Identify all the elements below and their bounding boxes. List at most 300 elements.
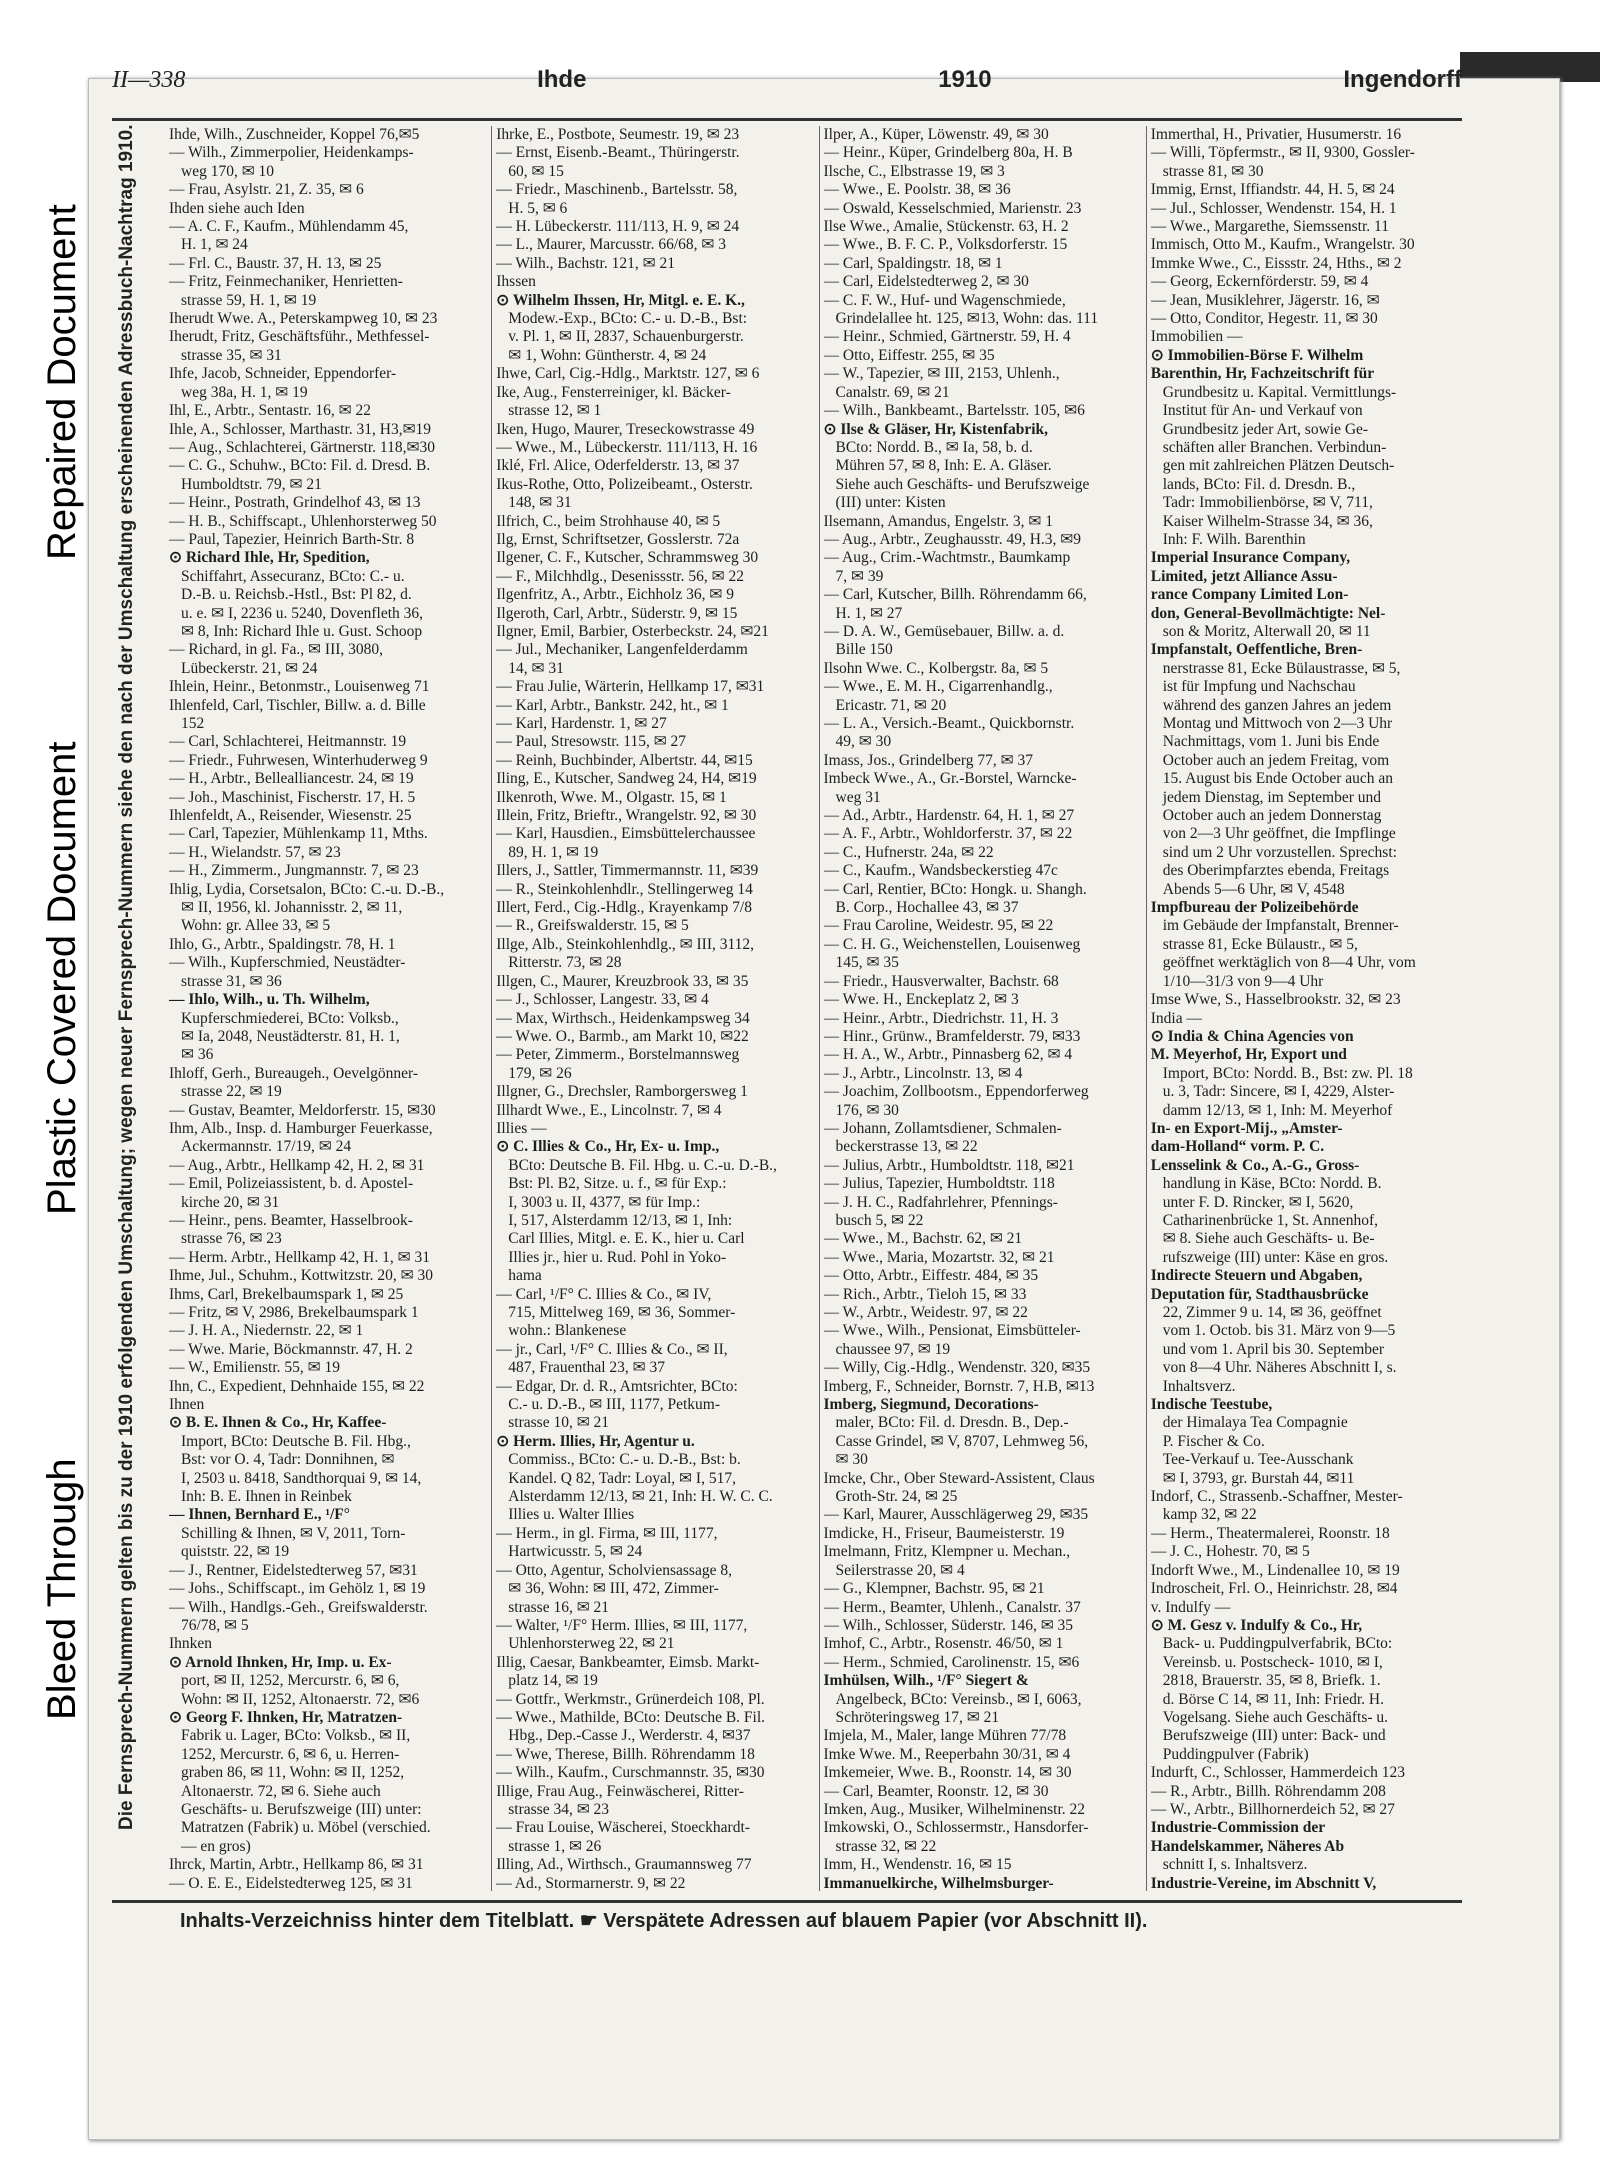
directory-line: Lensselink & Co., A.-G., Gross- (1150, 1156, 1360, 1174)
directory-line: Angelbeck, BCto: Vereinsb., ✉ I, 6063, (835, 1690, 1082, 1708)
directory-line: 715, Mittelweg 169, ✉ 36, Sommer- (508, 1304, 736, 1321)
directory-line: — Wilh., Bachstr. 121, ✉ 21 (496, 254, 675, 272)
directory-line: Wohn: gr. Allee 33, ✉ 5 (181, 917, 331, 935)
directory-line: Altonaerstr. 72, ✉ 6. Siehe auch (181, 1782, 381, 1800)
directory-line: strasse 35, ✉ 31 (181, 346, 282, 364)
directory-line: — Otto, Eiffestr. 255, ✉ 35 (823, 346, 995, 364)
directory-line: — Aug., Arbtr., Hellkamp 42, H. 2, ✉ 31 (169, 1156, 425, 1174)
directory-line: ⊙ Georg F. Ihnken, Hr, Matratzen- (169, 1708, 403, 1726)
directory-line: — Aug., Crim.-Wachtmstr., Baumkamp (823, 549, 1071, 567)
directory-line: — C. F. W., Huf- und Wagenschmiede, (823, 291, 1066, 309)
directory-line: — Herm. Arbtr., Hellkamp 42, H. 1, ✉ 31 (169, 1248, 430, 1266)
directory-line: — Fritz, Feinmechaniker, Henrietten- (169, 273, 403, 291)
directory-line: Humboldtstr. 79, ✉ 21 (181, 475, 322, 493)
directory-line: strasse 76, ✉ 23 (181, 1230, 282, 1248)
directory-line: Illgen, C., Maurer, Kreuzbrook 33, ✉ 35 (496, 972, 749, 990)
directory-line: — Aug., Schlachterei, Gärtnerstr. 118,✉30 (169, 438, 435, 456)
directory-line: — Friedr., Hausverwalter, Bachstr. 68 (823, 972, 1059, 990)
directory-line: strasse 16, ✉ 21 (508, 1598, 610, 1616)
directory-line: ✉ 8, Inh: Richard Ihle u. Gust. Schoop (181, 622, 423, 640)
column-1 (165, 126, 483, 1891)
directory-line: Illers, J., Sattler, Timmermannstr. 11, ✉39 (496, 862, 759, 880)
directory-line: weg 31 (835, 788, 881, 806)
directory-line: strasse 12, ✉ 1 (508, 402, 602, 420)
directory-line: — Joachim, Zollbootsm., Eppendorferweg (823, 1083, 1089, 1101)
directory-line: — Georg, Eckernförderstr. 59, ✉ 4 (1150, 273, 1369, 291)
directory-line: u. e. ✉ I, 2236 u. 5240, Dovenfleth 36, (181, 604, 424, 622)
directory-line: — H., Wielandstr. 57, ✉ 23 (169, 843, 341, 861)
directory-line: weg 170, ✉ 10 (181, 162, 275, 180)
directory-line: Illhardt Wwe., E., Lincolnstr. 7, ✉ 4 (496, 1101, 722, 1119)
directory-line: — Wwe., Margarethe, Siemssenstr. 11 (1150, 218, 1389, 236)
directory-line: Ihm, Alb., Insp. d. Hamburger Feuerkasse, (169, 1119, 433, 1137)
directory-line: ✉ 30 (835, 1451, 868, 1469)
directory-line: Imkowski, O., Schlossermstr., Hansdorfer- (823, 1819, 1089, 1837)
directory-line: Abends 5—6 Uhr, ✉ V, 4548 (1162, 880, 1345, 898)
directory-line: weg 38a, H. 1, ✉ 19 (181, 383, 308, 401)
directory-line: — Wwe., Wilh., Pensionat, Eimsbütteler- (823, 1322, 1081, 1340)
directory-line: Bst: vor O. 4, Tadr: Donnihnen, ✉ (181, 1451, 395, 1469)
directory-line: — Fritz, ✉ V, 2986, Brekelbaumspark 1 (169, 1304, 419, 1321)
directory-line: — Carl, Beamter, Roonstr. 12, ✉ 30 (823, 1782, 1049, 1800)
directory-line: — Julius, Arbtr., Humboldtstr. 118, ✉21 (823, 1156, 1075, 1174)
directory-line: damm 12/13, ✉ 1, Inh: M. Meyerhof (1162, 1101, 1393, 1119)
directory-line: und vom 1. April bis 30. September (1162, 1340, 1385, 1358)
directory-line: Imken, Aug., Musiker, Wilhelminenstr. 22 (823, 1800, 1086, 1818)
directory-line: — A. C. F., Kaufm., Mühlendamm 45, (169, 218, 409, 236)
directory-line: Modew.-Exp., BCto: C.- u. D.-B., Bst: (508, 310, 748, 328)
directory-line: 89, H. 1, ✉ 19 (508, 843, 599, 861)
label-bleed-through: Bleed Through (40, 1458, 84, 1720)
directory-line: Import, BCto: Deutsche B. Fil. Hbg., (181, 1432, 411, 1450)
directory-line: der Himalaya Tea Compagnie (1162, 1414, 1348, 1432)
directory-line: Immerthal, H., Privatier, Husumerstr. 16 (1150, 126, 1402, 143)
directory-line: Ihrck, Martin, Arbtr., Hellkamp 86, ✉ 31 (169, 1856, 424, 1874)
directory-line: Deputation für, Stadthausbrücke (1150, 1285, 1369, 1303)
directory-line: Ilgener, C. F., Kutscher, Schrammsweg 30 (496, 549, 759, 567)
directory-line: M. Meyerhof, Hr, Export und (1150, 1046, 1347, 1064)
directory-line: Ilse Wwe., Amalie, Stückenstr. 63, H. 2 (823, 218, 1069, 236)
directory-line: chaussee 97, ✉ 19 (835, 1340, 951, 1358)
directory-line: Ilgeroth, Carl, Arbtr., Süderstr. 9, ✉ 15 (496, 604, 738, 622)
directory-line: I, 3003 u. II, 4377, ✉ für Imp.: (508, 1193, 701, 1211)
directory-line: — Frau Caroline, Weidestr. 95, ✉ 22 (823, 917, 1054, 935)
directory-line: — Jul., Mechaniker, Langenfelderdamm (496, 641, 748, 659)
directory-line: ⊙ Wilhelm Ihssen, Hr, Mitgl. e. E. K., (496, 291, 745, 309)
page-number: II—338 (112, 67, 186, 93)
page-footer: Inhalts-Verzeichniss hinter dem Titelblatt. ☛ Verspätete Adressen auf blauem Papier (vor Abschnitt II). (180, 1910, 1148, 1932)
directory-line: — Friedr., Fuhrwesen, Winterhuderweg 9 (169, 751, 428, 769)
directory-line: — Johs., Schiffscapt., im Gehölz 1, ✉ 19 (169, 1580, 426, 1598)
directory-line: Immke Wwe., C., Eissstr. 24, Hths., ✉ 2 (1150, 254, 1402, 272)
directory-line: Lübeckerstr. 21, ✉ 24 (181, 659, 318, 677)
directory-line: — Wwe., E. Poolstr. 38, ✉ 36 (823, 181, 1011, 199)
header-first-entry: Ihde (537, 66, 587, 93)
directory-line: — Carl, Spaldingstr. 18, ✉ 1 (823, 254, 1003, 272)
directory-line: ✉ Ia, 2048, Neustädterstr. 81, H. 1, (181, 1027, 400, 1045)
directory-line: — W., Arbtr., Weidestr. 97, ✉ 22 (823, 1304, 1028, 1321)
directory-line: — W., Tapezier, ✉ III, 2153, Uhlenh., (823, 365, 1060, 383)
directory-line: Ilfrich, C., beim Strohhause 40, ✉ 5 (496, 512, 721, 530)
directory-line: Indorf, C., Strassenb.-Schaffner, Mester- (1150, 1488, 1403, 1506)
directory-line: Indirecte Steuern und Abgaben, (1150, 1267, 1363, 1285)
directory-line: — Rich., Arbtr., Tieloh 15, ✉ 33 (823, 1285, 1027, 1303)
directory-line: — Wwe., M., Lübeckerstr. 111/113, H. 16 (496, 438, 758, 456)
directory-line: — Herm., Schmied, Carolinenstr. 15, ✉6 (823, 1653, 1080, 1671)
directory-line: Grundbesitz u. Kapital. Vermittlungs- (1162, 383, 1397, 401)
directory-line: Imkemeier, Wwe. B., Roonstr. 14, ✉ 30 (823, 1764, 1072, 1782)
directory-line: strasse 10, ✉ 21 (508, 1414, 610, 1432)
directory-line: Iherudt Wwe. A., Peterskampweg 10, ✉ 23 (169, 310, 438, 328)
directory-line: Schröteringsweg 17, ✉ 21 (835, 1708, 1000, 1726)
directory-line: — Friedr., Maschinenb., Bartelsstr. 58, (496, 181, 738, 199)
directory-line: Ihfe, Jacob, Schneider, Eppendorfer- (169, 365, 397, 383)
directory-line: Illige, Frau Aug., Feinwäscherei, Ritter- (496, 1782, 744, 1800)
directory-line: Ilgenfritz, A., Arbtr., Eichholz 36, ✉ 9 (496, 586, 734, 604)
directory-line: Immisch, Otto M., Kaufm., Wrangelstr. 30 (1150, 236, 1415, 254)
directory-line: H. 1, ✉ 24 (181, 236, 248, 254)
directory-line: unter F. D. Rincker, ✉ I, 5620, (1162, 1193, 1354, 1211)
directory-line: October auch an jedem Freitag, vom (1162, 751, 1390, 769)
directory-line: — Johann, Zollamtsdiener, Schmalen- (823, 1119, 1062, 1137)
directory-line: jedem Dienstag, im September und (1162, 788, 1381, 806)
directory-line: — Ad., Stormarnerstr. 9, ✉ 22 (496, 1874, 686, 1891)
directory-line: Hartwicusstr. 5, ✉ 24 (508, 1543, 643, 1561)
directory-line: — Ihnen, Bernhard E., ¹/F° (169, 1506, 350, 1524)
directory-line: Industrie-Vereine, im Abschnitt V, (1150, 1874, 1377, 1891)
directory-line: v. Pl. 1, ✉ II, 2837, Schauenburgerstr. (508, 328, 744, 346)
directory-line: — C., Hufnerstr. 24a, ✉ 22 (823, 843, 994, 861)
directory-line: 15. August bis Ende October auch an (1162, 770, 1394, 788)
directory-line: Bille 150 (835, 641, 893, 659)
directory-line: — Carl, Kutscher, Billh. Röhrendamm 66, (823, 586, 1087, 604)
directory-line: Imhülsen, Wilh., ¹/F° Siegert & (823, 1672, 1029, 1690)
directory-line: geöffnet werktäglich von 8—4 Uhr, vom (1162, 954, 1416, 972)
directory-line: Imke Wwe. M., Reeperbahn 30/31, ✉ 4 (823, 1745, 1071, 1763)
directory-line: Carl Illies, Mitgl. e. E. K., hier u. Carl (508, 1230, 745, 1248)
directory-line: 49, ✉ 30 (835, 733, 892, 751)
directory-line: Indische Teestube, (1150, 1396, 1273, 1414)
directory-line: dam-Holland“ vorm. P. C. (1150, 1138, 1325, 1156)
directory-line: Imcke, Chr., Ober Steward-Assistent, Claus (823, 1469, 1095, 1487)
directory-line: — Willi, Töpfermstr., ✉ II, 9300, Gossler- (1150, 144, 1415, 162)
directory-line: u. 3, Tadr: Sincere, ✉ I, 4229, Alster- (1162, 1083, 1395, 1101)
directory-line: Imberg, Siegmund, Decorations- (823, 1396, 1039, 1414)
directory-line: Illge, Alb., Steinkohlenhdlg., ✉ III, 3112, (496, 935, 755, 953)
directory-line: Ilkenroth, Wwe. M., Olgastr. 15, ✉ 1 (496, 788, 727, 806)
directory-line: — A. F., Arbtr., Wohldorferstr. 37, ✉ 22 (823, 825, 1073, 843)
directory-line: (III) unter: Kisten (835, 494, 946, 512)
directory-line: — Ihlo, Wilh., u. Th. Wilhelm, (169, 991, 370, 1009)
directory-line: Groth-Str. 24, ✉ 25 (835, 1488, 958, 1506)
directory-line: ⊙ B. E. Ihnen & Co., Hr, Kaffee- (169, 1414, 387, 1432)
directory-line: — H. B., Schiffscapt., Uhlenhorsterweg 50 (169, 512, 437, 530)
directory-line: lands, BCto: Fil. d. Dresdn. B., (1162, 475, 1356, 493)
directory-line: — R., Arbtr., Billh. Röhrendamm 208 (1150, 1782, 1386, 1800)
directory-line: maler, BCto: Fil. d. Dresdn. B., Dep.- (835, 1414, 1069, 1432)
directory-line: — Wwe., B. F. C. P., Volksdorferstr. 15 (823, 236, 1068, 254)
directory-line: — H. A., W., Arbtr., Pinnasberg 62, ✉ 4 (823, 1046, 1073, 1064)
directory-line: platz 14, ✉ 19 (508, 1672, 598, 1690)
directory-line: B. Corp., Hochallee 43, ✉ 37 (835, 899, 1019, 917)
directory-line: Indroscheit, Frl. O., Heinrichstr. 28, ✉4 (1150, 1580, 1398, 1598)
directory-line: — Carl, ¹/F° C. Illies & Co., ✉ IV, (496, 1285, 712, 1303)
directory-line: — Walter, ¹/F° Herm. Illies, ✉ III, 1177, (496, 1616, 748, 1634)
directory-line: Hbg., Dep.-Casse J., Werderstr. 4, ✉37 (508, 1727, 751, 1745)
directory-line: — en gros) (181, 1837, 251, 1855)
directory-line: Ihwe, Carl, Cig.-Hdlg., Marktstr. 127, ✉ 6 (496, 365, 760, 383)
directory-line: von 8—4 Uhr. Näheres Abschnitt I, s. (1162, 1359, 1397, 1377)
directory-line: — Carl, Tapezier, Mühlenkamp 11, Mths. (169, 825, 428, 843)
directory-line: 2818, Brauerstr. 35, ✉ 8, Briefk. 1. (1162, 1672, 1381, 1690)
directory-line: strasse 59, H. 1, ✉ 19 (181, 291, 317, 309)
directory-line: Ihlenfeld, Carl, Tischler, Billw. a. d. Bille (169, 696, 426, 714)
directory-line: Ihme, Jul., Schuhm., Kottwitzstr. 20, ✉ 30 (169, 1267, 433, 1285)
directory-line: — R., Greifswalderstr. 15, ✉ 5 (496, 917, 689, 935)
directory-line: ist für Impfung und Nachschau (1162, 678, 1356, 696)
directory-line: Ihlenfeldt, A., Reisender, Wiesenstr. 25 (169, 807, 412, 825)
directory-line: Montag und Mittwoch von 2—3 Uhr (1162, 715, 1393, 732)
directory-line: 1252, Mercurstr. 6, ✉ 6, u. Herren- (181, 1745, 400, 1763)
directory-line: — Frau Louise, Wäscherei, Stoeckhardt- (496, 1819, 750, 1837)
directory-line: — Gottfr., Werkmstr., Grünerdeich 108, Pl. (496, 1690, 765, 1708)
directory-line: Inhaltsverz. (1162, 1377, 1236, 1395)
directory-line: — Heinr., Arbtr., Diedrichstr. 11, H. 3 (823, 1009, 1059, 1027)
directory-line: — Karl, Maurer, Ausschlägerweg 29, ✉35 (823, 1506, 1089, 1524)
directory-line: — Carl, Rentier, BCto: Hongk. u. Shangh. (823, 880, 1087, 898)
directory-line: Imjela, M., Maler, lange Mühren 77/78 (823, 1727, 1067, 1745)
directory-line: Imse Wwe, S., Hasselbrookstr. 32, ✉ 23 (1150, 991, 1401, 1009)
directory-line: — Carl, Eidelstedterweg 2, ✉ 30 (823, 273, 1029, 291)
directory-line: Casse Grindel, ✉ V, 8707, Lehmweg 56, (835, 1432, 1089, 1450)
directory-line: Immig, Ernst, Iffiandstr. 44, H. 5, ✉ 24 (1150, 181, 1395, 199)
directory-line: Ihssen (496, 273, 536, 291)
directory-line: Catharinenbrücke 1, St. Annenhof, (1162, 1211, 1378, 1229)
directory-line: — Wwe., M., Bachstr. 62, ✉ 21 (823, 1230, 1023, 1248)
directory-line: C.- u. D.-B., ✉ III, 1177, Petkum- (508, 1396, 720, 1414)
directory-line: — Edgar, Dr. d. R., Amtsrichter, BCto: (496, 1377, 738, 1395)
directory-line: Grindelallee ht. 125, ✉13, Wohn: das. 111 (835, 310, 1099, 328)
directory-line: Ihl, E., Arbtr., Sentastr. 16, ✉ 22 (169, 402, 371, 420)
directory-line: — Wilh., Kaufm., Curschmannstr. 35, ✉30 (496, 1764, 765, 1782)
directory-line: Back- u. Puddingpulverfabrik, BCto: (1162, 1635, 1393, 1653)
directory-line: gen mit zahlreichen Plätzen Deutsch- (1162, 457, 1395, 475)
column-2 (491, 126, 810, 1891)
directory-line: Institut für An- und Verkauf von (1162, 402, 1363, 420)
directory-line: — Heinr., Postrath, Grindelhof 43, ✉ 13 (169, 494, 421, 512)
directory-line: Imass, Jos., Grindelberg 77, ✉ 37 (823, 751, 1033, 769)
directory-line: — Otto, Agentur, Scholviensassage 8, (496, 1561, 732, 1579)
directory-line: strasse 81, ✉ 30 (1162, 162, 1264, 180)
directory-line: strasse 81, Ecke Bülaustr., ✉ 5, (1162, 935, 1358, 953)
directory-line: — jr., Carl, ¹/F° C. Illies & Co., ✉ II, (496, 1340, 728, 1358)
directory-line: strasse 1, ✉ 26 (508, 1837, 602, 1855)
directory-line: Geschäfts- u. Berufszweige (III) unter: (181, 1800, 422, 1818)
directory-line: H. 1, ✉ 27 (835, 604, 903, 622)
header-year: 1910 (938, 66, 992, 93)
directory-line: 76/78, ✉ 5 (181, 1616, 249, 1634)
directory-line: ✉ I, 3793, gr. Burstah 44, ✉11 (1162, 1469, 1355, 1487)
directory-line: strasse 22, ✉ 19 (181, 1083, 282, 1101)
directory-line: — J. C., Hohestr. 70, ✉ 5 (1150, 1543, 1310, 1561)
directory-line: — L. A., Versich.-Beamt., Quickbornstr. (823, 715, 1075, 732)
directory-line: handlung in Käse, BCto: Nordd. B. (1162, 1175, 1382, 1193)
directory-line: Commiss., BCto: C.- u. D.-B., Bst: b. (508, 1451, 741, 1469)
directory-line: quiststr. 22, ✉ 19 (181, 1543, 290, 1561)
directory-line: — Wilh., Zimmerpolier, Heidenkamps- (169, 144, 414, 162)
directory-line: — J., Schlosser, Langestr. 33, ✉ 4 (496, 991, 709, 1009)
directory-line: Illert, Ferd., Cig.-Hdlg., Krayenkamp 7/8 (496, 899, 752, 917)
directory-line: — Julius, Tapezier, Humboldtstr. 118 (823, 1175, 1055, 1193)
directory-line: — Wilh., Schlosser, Süderstr. 146, ✉ 35 (823, 1616, 1074, 1634)
directory-line: während des ganzen Jahres an jedem (1162, 696, 1392, 714)
directory-line: des Oberimpfarztes ebenda, Freitags (1162, 862, 1390, 880)
directory-line: Tadr: Immobilienbörse, ✉ V, 711, (1162, 494, 1373, 512)
label-plastic-covered: Plastic Covered Document (40, 741, 84, 1215)
directory-line: kirche 20, ✉ 31 (181, 1193, 280, 1211)
directory-line: schnitt I, s. Inhaltsverz. (1162, 1856, 1308, 1874)
directory-line: port, ✉ II, 1252, Mercurstr. 6, ✉ 6, (181, 1672, 400, 1690)
directory-line: Illig, Caesar, Bankbeamter, Eimsb. Markt- (496, 1653, 760, 1671)
directory-line: Ilper, A., Küper, Löwenstr. 49, ✉ 30 (823, 126, 1049, 143)
directory-line: India — (1150, 1009, 1202, 1027)
directory-line: strasse 32, ✉ 22 (835, 1837, 937, 1855)
directory-line: Berufszweige (III) unter: Back- und (1162, 1727, 1386, 1745)
directory-line: — F., Milchhdlg., Desenissstr. 56, ✉ 22 (496, 567, 744, 585)
directory-line: Ericastr. 71, ✉ 20 (835, 696, 947, 714)
directory-line: — Heinr., Küper, Grindelberg 80a, H. B (823, 144, 1073, 162)
directory-line: Imm, H., Wendenstr. 16, ✉ 15 (823, 1856, 1012, 1874)
directory-line: — O. E. E., Eidelstedterweg 125, ✉ 31 (169, 1874, 413, 1891)
directory-line: graben 86, ✉ 11, Wohn: ✉ II, 1252, (181, 1764, 405, 1782)
directory-line: In- en Export-Mij., „Amster- (1150, 1119, 1343, 1137)
directory-line: — Ernst, Eisenb.-Beamt., Thüringerstr. (496, 144, 740, 162)
directory-line: — Paul, Stresowstr. 115, ✉ 27 (496, 733, 687, 751)
directory-line: — Frl. C., Baustr. 37, H. 13, ✉ 25 (169, 254, 382, 272)
directory-line: Kaiser Wilhelm-Strasse 34, ✉ 36, (1162, 512, 1373, 530)
directory-line: Indorft Wwe., M., Lindenallee 10, ✉ 19 (1150, 1561, 1400, 1579)
directory-line: — Otto, Arbtr., Eiffestr. 484, ✉ 35 (823, 1267, 1039, 1285)
directory-line: — Emil, Polizeiassistent, b. d. Apostel- (169, 1175, 414, 1193)
label-repaired: Repaired Document (40, 204, 84, 560)
directory-line: — Gustav, Beamter, Meldorferstr. 15, ✉30 (169, 1101, 436, 1119)
directory-line: D.-B. u. Reichsb.-Hstl., Bst: Pl 82, d. (181, 586, 412, 604)
directory-line: ✉ II, 1956, kl. Johannisstr. 2, ✉ 11, (181, 899, 403, 917)
directory-line: ⊙ M. Gesz v. Indulfy & Co., Hr, (1150, 1616, 1363, 1634)
directory-line: hama (508, 1267, 542, 1285)
directory-line: — Jean, Musiklehrer, Jägerstr. 16, ✉ (1150, 291, 1380, 309)
directory-line: BCto: Nordd. B., ✉ Ia, 58, b. d. (835, 438, 1033, 456)
directory-line: — J., Rentner, Eidelstedterweg 57, ✉31 (169, 1561, 418, 1579)
directory-line: Seilerstrasse 20, ✉ 4 (835, 1561, 965, 1579)
directory-line: — D. A. W., Gemüsebauer, Billw. a. d. (823, 622, 1065, 640)
directory-line: Ihrke, E., Postbote, Seumestr. 19, ✉ 23 (496, 126, 740, 143)
directory-line: — C. H. G., Weichenstellen, Louisenweg (823, 935, 1081, 953)
directory-line: — J. H. A., Niedernstr. 22, ✉ 1 (169, 1322, 364, 1340)
directory-line: Ihlig, Lydia, Corsetsalon, BCto: C.-u. D.-B., (169, 880, 445, 898)
directory-line: — Frau, Asylstr. 21, Z. 35, ✉ 6 (169, 181, 364, 199)
directory-line: Kandel. Q 82, Tadr: Loyal, ✉ I, 517, (508, 1469, 736, 1487)
directory-line: ⊙ Immobilien-Börse F. Wilhelm (1150, 346, 1364, 364)
directory-line: Puddingpulver (Fabrik) (1162, 1745, 1309, 1763)
directory-line: 7, ✉ 39 (835, 567, 884, 585)
directory-line: Ihn, C., Expedient, Dehnhaide 155, ✉ 22 (169, 1377, 425, 1395)
directory-line: — H., Zimmerm., Jungmannstr. 7, ✉ 23 (169, 862, 419, 880)
directory-line: Vereinsb. u. Postscheck- 1010, ✉ I, (1162, 1653, 1383, 1671)
directory-line: — H., Arbtr., Bellealliancestr. 24, ✉ 19 (169, 770, 414, 788)
directory-line: — L., Maurer, Marcusstr. 66/68, ✉ 3 (496, 236, 727, 254)
directory-line: — Otto, Conditor, Hegestr. 11, ✉ 30 (1150, 310, 1378, 328)
directory-line: Canalstr. 69, ✉ 21 (835, 383, 950, 401)
directory-line: — C., Kaufm., Wandsbeckerstieg 47c (823, 862, 1058, 880)
directory-line: v. Indulfy — (1150, 1598, 1231, 1616)
directory-line: ✉ 36 (181, 1046, 214, 1064)
directory-line: im Gebäude der Impfanstalt, Brenner- (1162, 917, 1399, 935)
directory-line: Import, BCto: Nordd. B., Bst: zw. Pl. 18 (1162, 1064, 1413, 1082)
directory-line: Imhof, C., Arbtr., Rosenstr. 46/50, ✉ 1 (823, 1635, 1064, 1653)
directory-line: I, 2503 u. 8418, Sandthorquai 9, ✉ 14, (181, 1469, 422, 1487)
directory-line: Inh: F. Wilh. Barenthin (1162, 530, 1306, 548)
directory-line: — Wwe., Maria, Mozartstr. 32, ✉ 21 (823, 1248, 1055, 1266)
directory-line: ⊙ Arnold Ihnken, Hr, Imp. u. Ex- (169, 1653, 392, 1671)
directory-line: — Wwe, Therese, Billh. Röhrendamm 18 (496, 1745, 755, 1763)
directory-line: Illgner, G., Drechsler, Ramborgersweg 1 (496, 1083, 748, 1101)
header-last-entry: Ingendorff (1343, 66, 1462, 93)
directory-line: Imdicke, H., Friseur, Baumeisterstr. 19 (823, 1524, 1065, 1542)
directory-line: Siehe auch Geschäfts- und Berufszweige (835, 475, 1090, 493)
directory-line: Limited, jetzt Alliance Assu- (1150, 567, 1338, 585)
directory-line: 176, ✉ 30 (835, 1101, 899, 1119)
directory-line: ✉ 36, Wohn: ✉ III, 472, Zimmer- (508, 1580, 719, 1598)
directory-line: strasse 34, ✉ 23 (508, 1800, 610, 1818)
directory-line: Ilsohn Wwe. C., Kolbergstr. 8a, ✉ 5 (823, 659, 1049, 677)
directory-line: Ike, Aug., Fensterreiniger, kl. Bäcker- (496, 383, 731, 401)
directory-line: — Karl, Arbtr., Bankstr. 242, ht., ✉ 1 (496, 696, 729, 714)
page-header (112, 66, 1462, 102)
header-rule (112, 118, 1462, 121)
directory-line: Schiffahrt, Assecuranz, BCto: C.- u. (181, 567, 405, 585)
directory-line: Imbeck Wwe., A., Gr.-Borstel, Warncke- (823, 770, 1077, 788)
directory-line: Ilsche, C., Elbstrasse 19, ✉ 3 (823, 162, 1005, 180)
directory-line: wohn.: Blankenese (508, 1322, 627, 1340)
directory-line: Grundbesitz jeder Art, sowie Ge- (1162, 420, 1369, 438)
directory-line: Ilg, Ernst, Schriftsetzer, Gosslerstr. 72a (496, 530, 740, 548)
directory-line: ⊙ Richard Ihle, Hr, Spedition, (169, 549, 370, 567)
directory-line: son & Moritz, Alterwall 20, ✉ 11 (1162, 622, 1371, 640)
directory-line: P. Fischer & Co. (1162, 1432, 1265, 1450)
directory-line: von 2—3 Uhr geöffnet, die Impflinge (1162, 825, 1396, 843)
directory-line: schäften aller Branchen. Verbindun- (1162, 438, 1387, 456)
directory-line: — Wilh., Kupferschmied, Neustädter- (169, 954, 406, 972)
directory-line: Barenthin, Hr, Fachzeitschrift für (1150, 365, 1375, 383)
directory-line: October auch an jedem Donnerstag (1162, 807, 1382, 825)
directory-line: 22, Zimmer 9 u. 14, ✉ 36, geöffnet (1162, 1304, 1382, 1321)
directory-line: — Karl, Hausdien., Eimsbüttelerchaussee (496, 825, 756, 843)
directory-line: — Wilh., Handlgs.-Geh., Greifswalderstr. (169, 1598, 428, 1616)
directory-line: Iherudt, Fritz, Geschäftsführ., Methfessel- (169, 328, 430, 346)
directory-line: Wohn: ✉ II, 1252, Altonaerstr. 72, ✉6 (181, 1690, 420, 1708)
directory-line: d. Börse C 14, ✉ 11, Inh: Friedr. H. (1162, 1690, 1384, 1708)
directory-line: Handelskammer, Näheres Ab (1150, 1837, 1345, 1855)
directory-line: — Karl, Hardenstr. 1, ✉ 27 (496, 715, 667, 732)
directory-line: 148, ✉ 31 (508, 494, 572, 512)
directory-line: Iken, Hugo, Maurer, Treseckowstrasse 49 (496, 420, 755, 438)
directory-line: Iling, E., Kutscher, Sandweg 24, H4, ✉19 (496, 770, 757, 788)
directory-line: Ihnken (169, 1635, 213, 1653)
directory-line: 60, ✉ 15 (508, 162, 564, 180)
directory-line: Vogelsang. Siehe auch Geschäfts- u. (1162, 1708, 1389, 1726)
column-3 (819, 126, 1138, 1891)
